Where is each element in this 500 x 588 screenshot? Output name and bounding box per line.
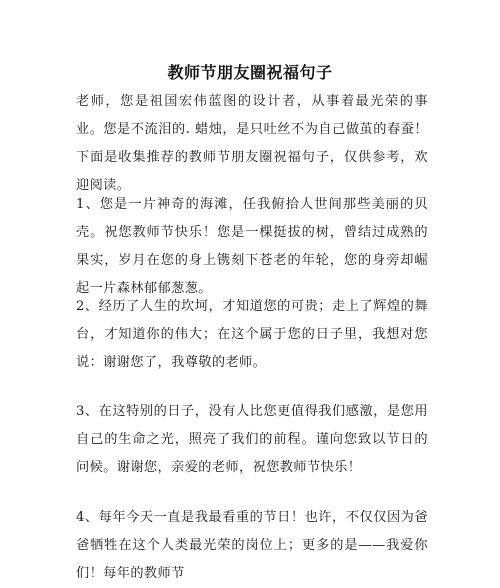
paragraph-2: 2、经历了人生的坎坷，才知道您的可贵；走上了辉煌的舞台，才知道你的伟大；在这个属于您的日子里，我想对您说：谢谢您了，我尊敬的老师。 xyxy=(76,299,428,370)
paragraph-1: 1、您是一片神奇的海滩，任我俯拾人世间那些美丽的贝壳。祝您教师节快乐！您是一棵挺拔的树，曾结过成熟的果实，岁月在您的身上镌刻下苍老的年轮，您的身旁却崛起一片森林郁郁葱葱。 xyxy=(76,197,428,296)
paragraph-4: 4、每年今天一直是我最看重的节日！也许，不仅仅因为爸爸牺牲在这个人类最光荣的岗位上；更多的是——我爱你们！每年的教师节 xyxy=(76,510,428,581)
intro-paragraph: 老师，您是祖国宏伟蓝图的设计者，从事着最光荣的事业。您是不流泪的. 蜡烛，是只吐丝不为自己做茧的春蚕！下面是收集推荐的教师节朋友圈祝福句子，仅供参考，欢迎阅读。 xyxy=(76,94,428,193)
document-title: 教师节朋友圈祝福句子 xyxy=(167,63,333,82)
bottom-fade xyxy=(0,554,500,566)
paragraph-3: 3、在这特别的日子，没有人比您更值得我们感激，是您用自己的生命之光，照亮了我们的前程。谨向您致以节日的问候。谢谢您，亲爱的老师，祝您教师节快乐！ xyxy=(76,404,428,475)
